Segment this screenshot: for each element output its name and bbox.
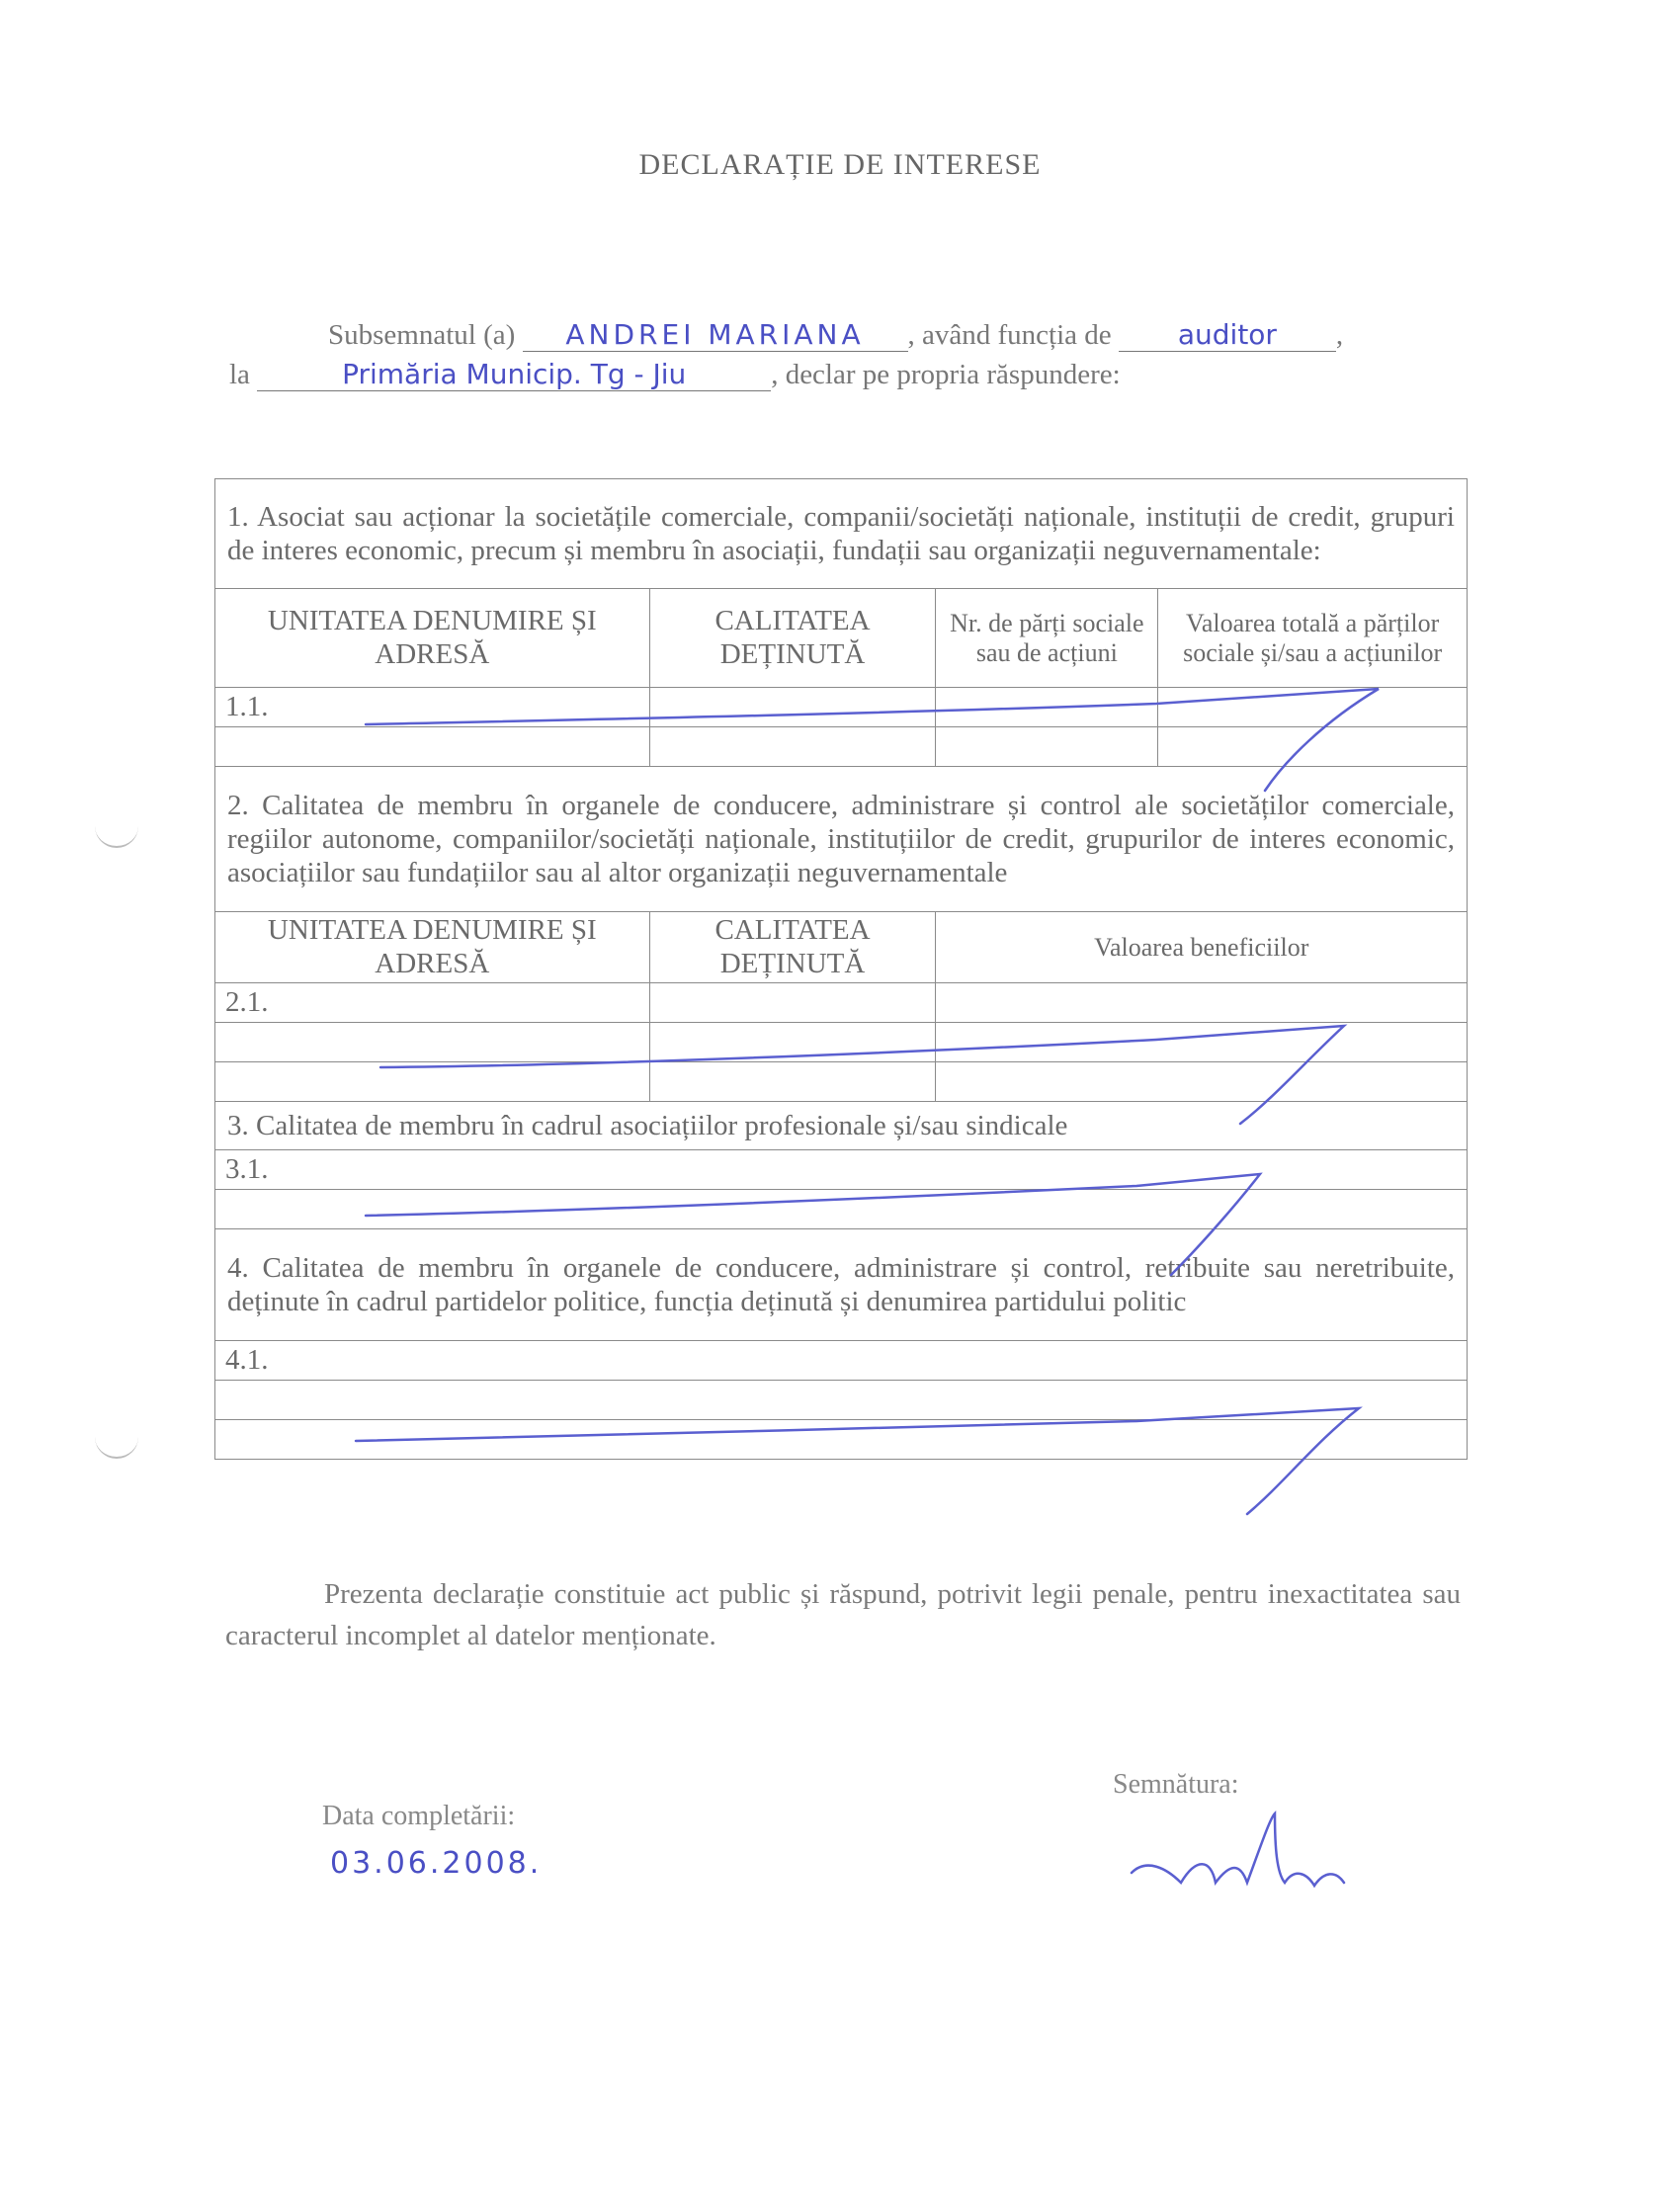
section4-title: 4. Calitatea de membru în organele de conducere, administrare și control, retribuite sau neretribuite, deținute în cadrul partidelor politice, funcția deținută și denumirea partidului politic [215,1229,1468,1341]
row-2-1-label: 2.1. [215,983,650,1023]
strike-section4 [356,1408,1359,1514]
document-title: DECLARAȚIE DE INTERESE [638,148,1042,181]
la-label: la [229,359,250,390]
date-label: Data completării: [322,1801,516,1831]
signature-scribble [1132,1813,1344,1886]
section1-col-calitatea: CALITATEA DEȚINUTĂ [649,589,936,688]
row-3-1-label: 3.1. [215,1150,1468,1190]
section1-col-valoare: Valoarea totală a părților sociale și/sau a acțiunilor [1158,589,1468,688]
footer-statement: Prezenta declarație constituie act public și răspund, potrivit legii penale, pentru inexactitatea sau caracterul incomplet al datelor menționate. [225,1578,1461,1651]
section1-title: 1. Asociat sau acționar la societățile comerciale, companii/societăți naționale, instituții de credit, grupuri de interes economic, precum și membru în asociații, fundații sau organizații neguvernamentale: [215,479,1468,589]
section3-title: 3. Calitatea de membru în cadrul asociațiilor profesionale și/sau sindicale [215,1102,1468,1150]
institutia-field[interactable]: Primăria Municip. Tg - Jiu [257,358,771,391]
declar-text: , declar pe propria răspundere: [771,359,1121,390]
section1-col-nr: Nr. de părți sociale sau de acțiuni [936,589,1158,688]
date-value[interactable]: 03.06.2008. [330,1846,543,1881]
row-1-1-label: 1.1. [215,688,650,727]
subsemnatul-label: Subsemnatul (a) [328,319,516,351]
strike-section2 [380,1026,1344,1124]
section2-col-calitatea: CALITATEA DEȚINUTĂ [649,912,936,983]
name-field[interactable]: ANDREI MARIANA [523,318,908,352]
strike-section3 [366,1174,1260,1275]
section1-col-unitate: UNITATEA DENUMIRE ȘI ADRESĂ [215,589,650,688]
strike-section1 [366,689,1379,791]
section2-col-valoare: Valoarea beneficiilor [936,912,1468,983]
section2-col-unitate: UNITATEA DENUMIRE ȘI ADRESĂ [215,912,650,983]
section2-title: 2. Calitatea de membru în organele de conducere, administrare și control ale societăților comerciale, regiilor autonome, companiilor/societăți naționale, instituțiilor de credit, grupurilor de interes economic, asociațiilor sau fundațiilor sau al altor organizații neguvernamentale [215,767,1468,912]
functia-label: , având funcția de [907,319,1112,351]
functia-field[interactable]: auditor [1119,318,1336,352]
row-4-1-label: 4.1. [215,1341,1468,1381]
comma: , [1335,319,1344,351]
signature-label: Semnătura: [1113,1769,1239,1800]
